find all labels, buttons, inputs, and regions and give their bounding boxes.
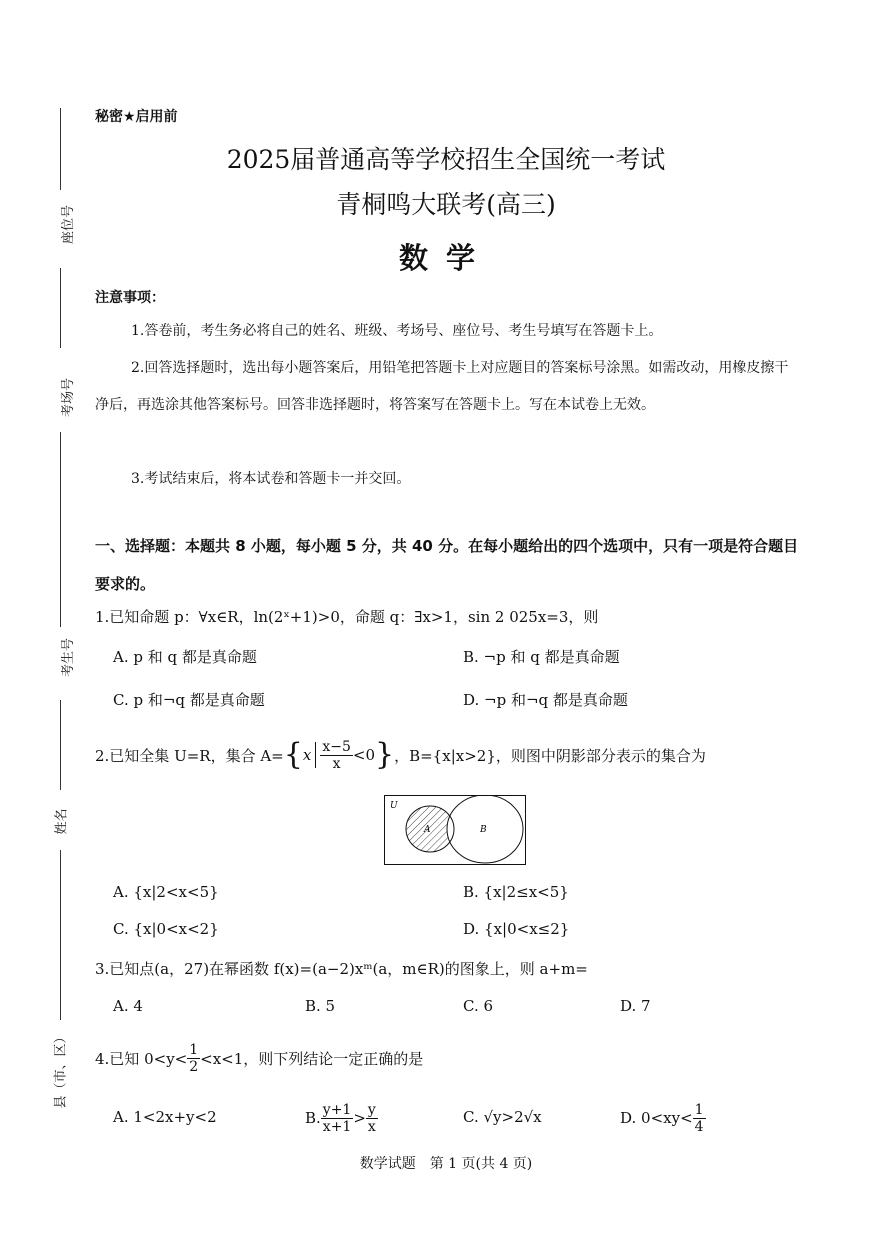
question-1-stem: 1.已知命题 p：∀x∈R，ln(2ˣ+1)>0，命题 q：∃x>1，sin 2 025x=3，则	[95, 608, 599, 626]
q4-b-right-den: x	[367, 1118, 376, 1135]
q4-option-c: C. √y>2√x	[463, 1108, 542, 1126]
set-bar	[315, 742, 316, 768]
q2-stem-prefix: 2.已知全集 U=R，集合 A=	[95, 746, 284, 765]
q4-d-fraction	[693, 1102, 706, 1135]
q2-fraction	[320, 739, 353, 772]
binding-line-4	[60, 700, 61, 790]
q4-d-num: 1	[694, 1101, 704, 1118]
q3-option-d: D. 7	[620, 997, 651, 1015]
exam-title: 2025届普通高等学校招生全国统一考试	[226, 145, 666, 174]
q2-option-c: C. {x|0<x<2}	[113, 920, 219, 938]
venn-label-b: B	[480, 825, 487, 835]
q3-option-c: C. 6	[463, 997, 494, 1015]
q4-b-left-num: y+1	[322, 1101, 352, 1118]
q2-fraction-den: x	[332, 755, 341, 772]
question-2-stem	[95, 732, 706, 778]
question-3-stem: 3.已知点(a，27)在幂函数 f(x)=(a−2)xᵐ(a，m∈R)的图象上，则 a+m=	[95, 960, 588, 978]
subject-title: 数学	[398, 241, 493, 275]
q3-option-a: A. 4	[113, 997, 143, 1015]
q2-option-d: D. {x|0<x≤2}	[463, 920, 570, 938]
q4-half-num: 1	[189, 1041, 199, 1058]
confidential-mark: 秘密★启用前	[95, 109, 178, 125]
q4-b-left-fraction	[321, 1102, 354, 1135]
question-4-stem	[95, 1038, 423, 1078]
q2-stem-suffix: ，B={x|x>2}，则图中阴影部分表示的集合为	[394, 746, 706, 765]
binding-line-3	[60, 432, 61, 627]
q2-fraction-num: x−5	[322, 738, 351, 755]
exam-subtitle: 青桐鸣大联考(高三)	[336, 190, 556, 219]
notice-heading: 注意事项：	[95, 290, 165, 306]
q2-set-variable: x	[302, 746, 312, 764]
q1-option-c: C. p 和¬q 都是真命题	[113, 691, 265, 709]
binding-line-2	[60, 268, 61, 348]
q4-stem-suffix: <x<1，则下列结论一定正确的是	[200, 1049, 424, 1068]
page-footer: 数学试题 第 1 页(共 4 页)	[359, 1156, 533, 1172]
q4-b-operator: >	[353, 1109, 366, 1127]
notice-item-3: 3.考试结束后，将本试卷和答题卡一并交回。	[131, 471, 411, 487]
venn-label-u: U	[390, 801, 398, 811]
set-brace-right: }	[375, 737, 395, 772]
q1-option-d: D. ¬p 和¬q 都是真命题	[463, 691, 628, 709]
q4-option-d-prefix: D. 0<xy<	[620, 1109, 693, 1127]
q4-b-right-fraction	[366, 1102, 378, 1135]
q2-set-cond: <0	[352, 746, 375, 764]
q1-option-a: A. p 和 q 都是真命题	[113, 648, 257, 666]
section-heading: 一、选择题：本题共 8 小题，每小题 5 分，共 40 分。在每小题给出的四个选项中，只有一项是符合题目要求的。	[95, 537, 799, 593]
q1-option-b: B. ¬p 和 q 都是真命题	[463, 648, 620, 666]
q4-half-den: 2	[189, 1058, 199, 1075]
q4-option-d	[620, 1098, 706, 1138]
q4-option-a: A. 1<2x+y<2	[113, 1108, 217, 1126]
q4-b-left-den: x+1	[322, 1118, 352, 1135]
binding-label-county: 县（市、区）	[53, 1030, 69, 1109]
q4-stem-prefix: 4.已知 0<y<	[95, 1049, 188, 1068]
notice-item-1: 1.答卷前，考生务必将自己的姓名、班级、考场号、座位号、考生号填写在答题卡上。	[131, 323, 663, 339]
binding-line-5	[60, 850, 61, 1020]
notice-item-2: 2.回答选择题时，选出每小题答案后，用铅笔把答题卡上对应题目的答案标号涂黑。如需改动，用橡皮擦干净后，再选涂其他答案标号。回答非选择题时，将答案写在答题卡上。写在本试卷上无效。	[95, 360, 789, 413]
q4-b-right-num: y	[367, 1101, 376, 1118]
binding-label-room: 考场号	[61, 377, 77, 418]
q3-option-b: B. 5	[305, 997, 336, 1015]
q4-d-den: 4	[694, 1118, 704, 1135]
q2-option-a: A. {x|2<x<5}	[113, 883, 219, 901]
q4-half-fraction	[187, 1042, 200, 1075]
venn-label-a: A	[424, 825, 431, 835]
set-brace-left: {	[283, 737, 303, 772]
binding-label-name: 姓名	[54, 808, 70, 835]
venn-diagram	[384, 795, 526, 865]
q2-option-b: B. {x|2≤x<5}	[463, 883, 569, 901]
binding-label-seat: 座位号	[61, 204, 77, 245]
binding-label-exam-no: 考生号	[61, 637, 77, 678]
q4-option-b-prefix: B.	[305, 1109, 321, 1127]
q4-option-b	[305, 1098, 378, 1138]
